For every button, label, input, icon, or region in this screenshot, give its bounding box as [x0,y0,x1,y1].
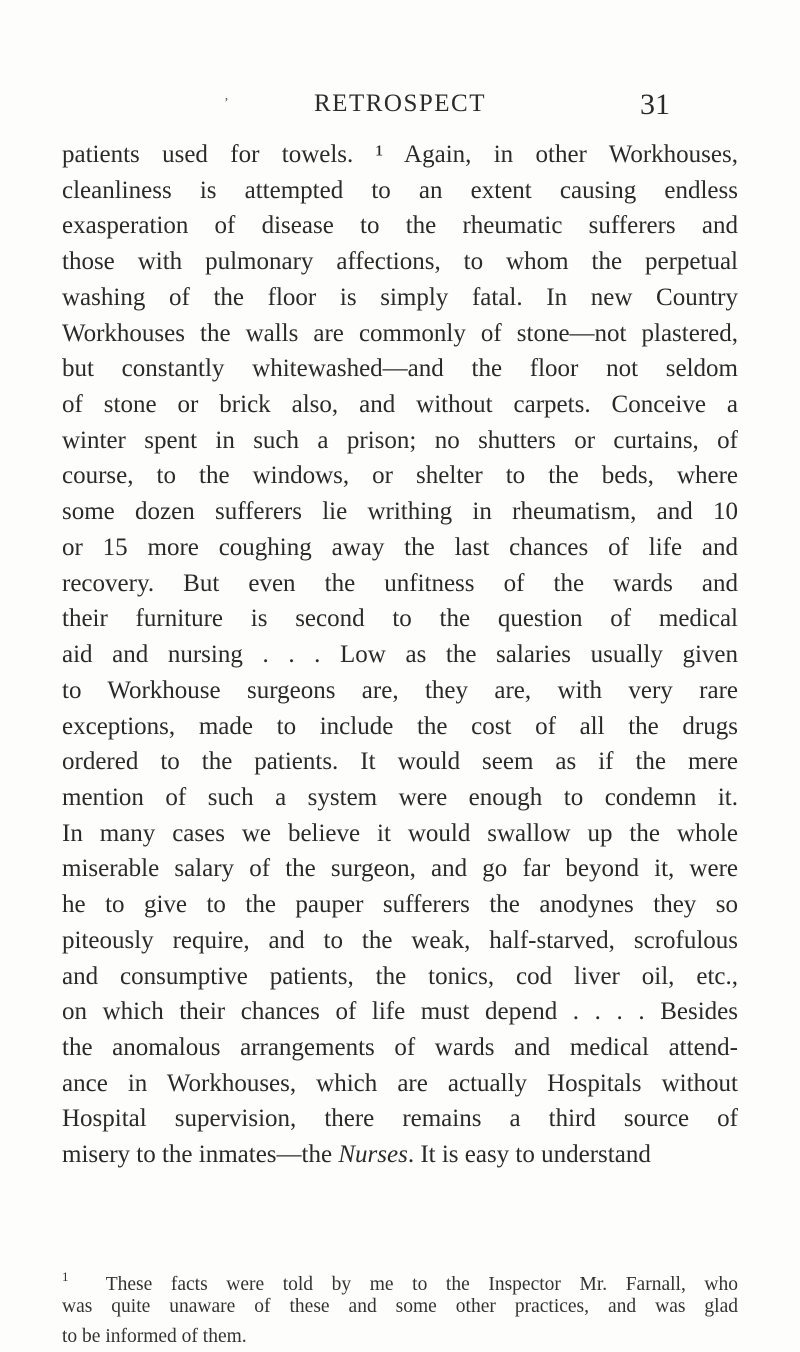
text-line: aid and nursing . . . Low as the salaries usually given [62,641,738,669]
text-line: on which their chances of life must depend . . . . Besides [62,998,738,1026]
text-line: course, to the windows, or shelter to the beds, where [62,462,738,490]
text-line: to Workhouse surgeons are, they are, with very rare [62,676,738,704]
body-text [62,137,738,1173]
text-line: cleanliness is attempted to an extent causing endless [62,176,738,204]
text-line: or 15 more coughing away the last chances of life and [62,533,738,561]
footnote-line [62,1262,738,1295]
text-line: miserable salary of the surgeon, and go far beyond it, were [62,855,738,883]
footnote-marker: 1 [62,1269,69,1284]
footnote [62,1262,738,1352]
page-number: 31 [640,88,670,121]
text-line: ance in Workhouses, which are actually Hospitals without [62,1069,738,1097]
text-line: Hospital supervision, there remains a third source of [62,1105,738,1133]
footnote-line: was quite unaware of these and some other practices, and was glad [62,1296,738,1317]
text-line: he to give to the pauper sufferers the anodynes they so [62,891,738,919]
text-line: but constantly whitewashed—and the floor not seldom [62,355,738,383]
text-line: winter spent in such a prison; no shutters or curtains, of [62,426,738,454]
text-line: In many cases we believe it would swallow up the whole [62,819,738,847]
text-line: ordered to the patients. It would seem as if the mere [62,748,738,776]
page-title: RETROSPECT [314,90,486,117]
text-line: recovery. But even the unfitness of the wards and [62,569,738,597]
text-line: the anomalous arrangements of wards and medical attend- [62,1033,738,1061]
text-line: some dozen sufferers lie writhing in rheumatism, and 10 [62,498,738,526]
text-line: piteously require, and to the weak, half-starved, scrofulous [62,926,738,954]
text-line: mention of such a system were enough to condemn it. [62,783,738,811]
text-line: their furniture is second to the question of medical [62,605,738,633]
footnote-text: These facts were told by me to the Inspector Mr. Farnall, who [105,1274,738,1295]
text-line-last [62,1137,738,1173]
text-line: exasperation of disease to the rheumatic sufferers and [62,212,738,240]
margin-mark: ’ [224,96,229,111]
text-line: Workhouses the walls are commonly of stone—not plastered, [62,319,738,347]
text-line: washing of the floor is simply fatal. In new Country [62,283,738,311]
text-line: those with pulmonary affections, to whom the perpetual [62,248,738,276]
text-line: exceptions, made to include the cost of all the drugs [62,712,738,740]
italic-nurses: Nurses [338,1141,408,1169]
text-line: of stone or brick also, and without carpets. Conceive a [62,391,738,419]
footnote-line: to be informed of them. [62,1326,247,1347]
text-segment: misery to the inmates—the [62,1141,339,1169]
text-segment: . It is easy to understand [407,1141,651,1169]
text-line: and consumptive patients, the tonics, cod liver oil, etc., [62,962,738,990]
text-line: patients used for towels. ¹ Again, in other Workhouses, [62,141,738,168]
running-head [0,88,800,128]
